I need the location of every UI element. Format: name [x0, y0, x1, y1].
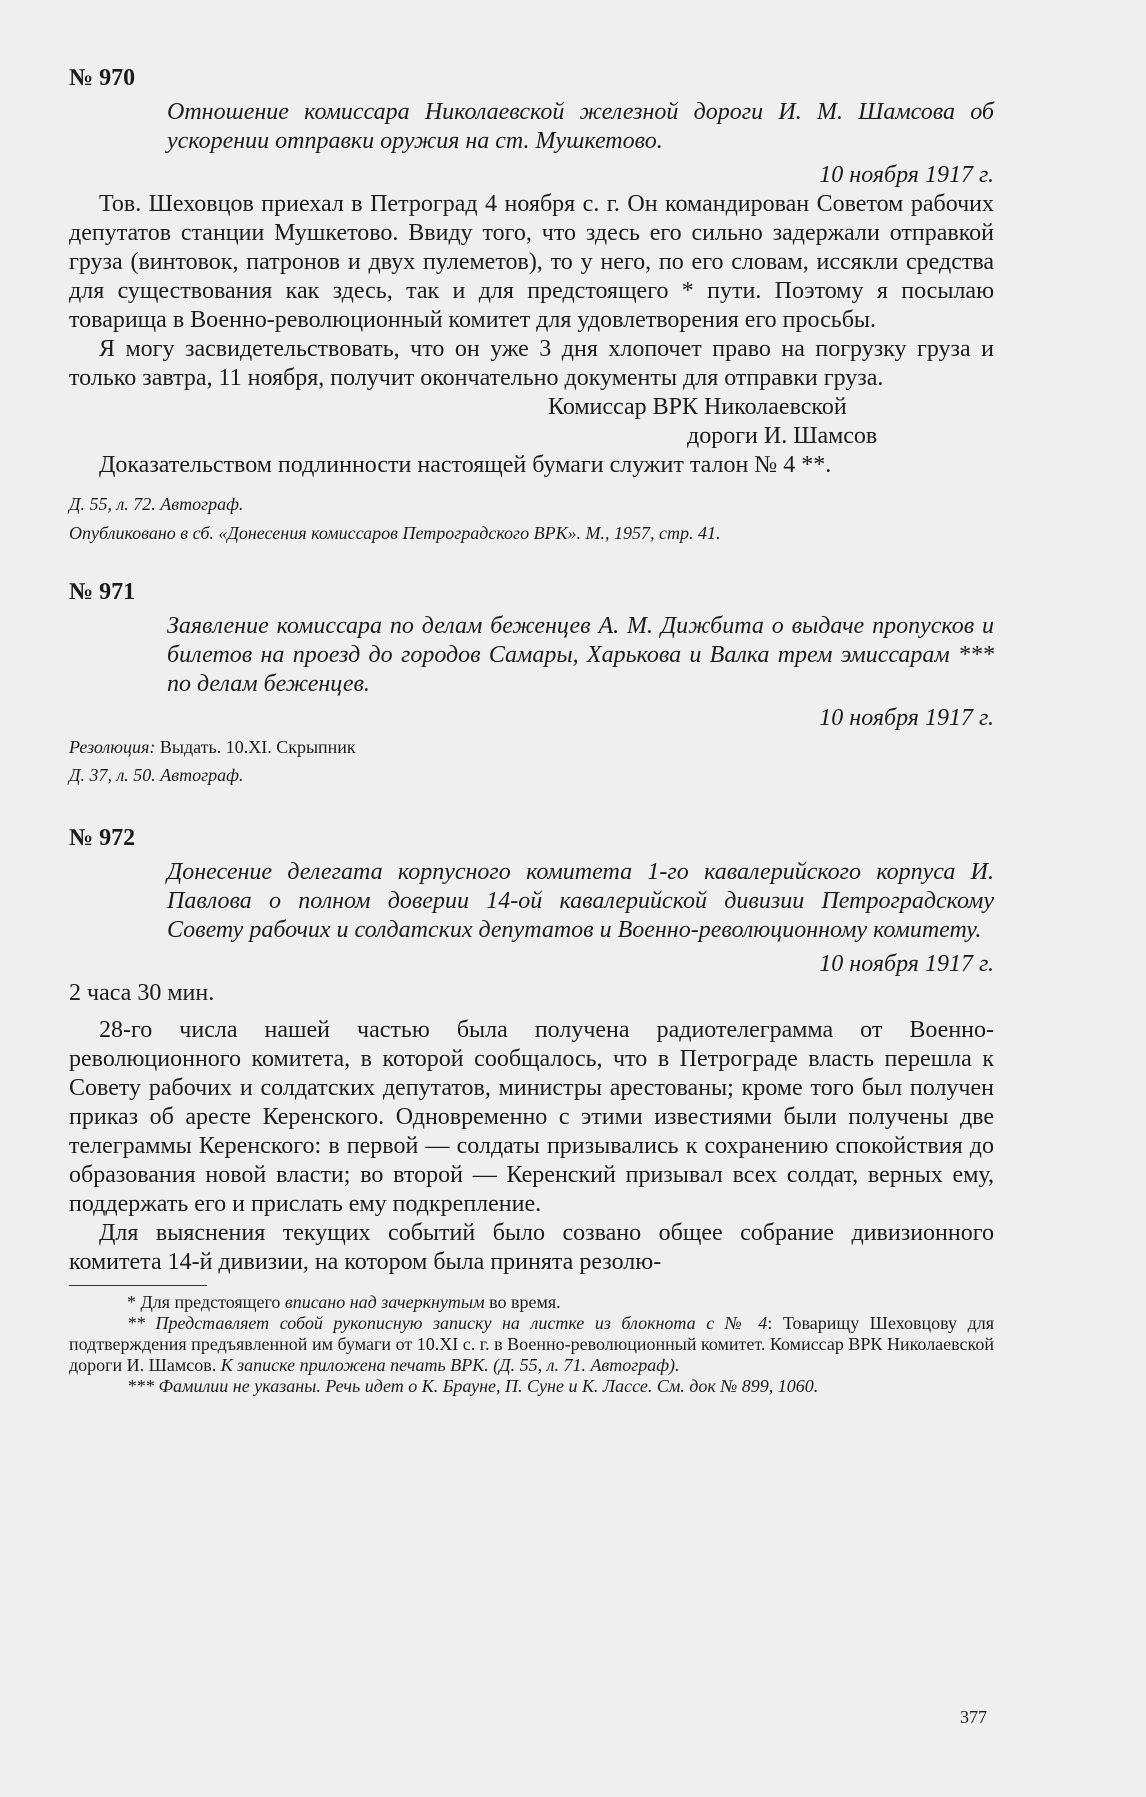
doc-paragraph: 28-го числа нашей частью была получена радиотелеграмма от Военно-революционного комитета, в которой сообщалось, что в Петрограде власть перешла к Совету рабочих и солдатских депутатов, министры арестованы; кроме того был получен приказ об аресте Керенского. Одновременно с этими известиями были получены две телеграммы Керенского: в первой — солдаты призывались к сохранению спокойствия до образования новой власти; во второй — Керенский призывал всех солдат, верных ему, поддержать его и прислать ему подкрепление.	[69, 1017, 994, 1217]
document-972	[69, 824, 994, 1277]
footnotes	[69, 1292, 994, 1397]
doc-postscript: Доказательством подлинности настоящей бумаги служит талон № 4 **.	[99, 452, 832, 478]
footnote-italic: *** Фамилии не указаны. Речь идет о К. Брауне, П. Суне и К. Лассе. См. док № 899, 1060.	[127, 1376, 819, 1396]
doc-paragraph: Тов. Шеховцов приехал в Петроград 4 ноября с. г. Он командирован Советом рабочих депутатов станции Мушкетово. Ввиду того, что здесь его сильно задержали отправкой груза (винтовок, патронов и двух пулеметов), то у него, по его словам, иссякли средства для существования как здесь, так и для предстоящего * пути. Поэтому я посылаю товарища в Военно-революционный комитет для удовлетворения его просьбы.	[69, 191, 994, 333]
page-number: 377	[960, 1707, 987, 1727]
footnote-italic: вписано над зачеркнутым	[284, 1292, 485, 1312]
footnote-3	[69, 1376, 994, 1397]
signature-line: Комиссар ВРК Николаевской	[548, 394, 847, 420]
document-970	[69, 64, 994, 548]
doc-date: 10 ноября 1917 г.	[819, 162, 994, 188]
footnote-text: во время.	[484, 1292, 561, 1312]
doc-number: № 971	[69, 579, 136, 605]
doc-title: Отношение комиссара Николаевской железной дороги И. М. Шамсова об ускорении отправки оружия на ст. Мушкетово.	[167, 99, 994, 154]
footnote-divider	[69, 1285, 207, 1286]
doc-time: 2 часа 30 мин.	[69, 980, 215, 1006]
archive-source: Д. 37, л. 50. Автограф.	[69, 765, 244, 785]
footnote-text: * Для предстоящего	[127, 1292, 285, 1312]
resolution	[69, 733, 994, 761]
doc-title: Заявление комиссара по делам беженцев А. М. Дижбита о выдаче пропусков и билетов на проезд до городов Самары, Харькова и Валка трем эмиссарам *** по делам беженцев.	[167, 613, 994, 697]
resolution-text: Выдать. 10.XI. Скрыпник	[155, 737, 356, 757]
page-content	[69, 64, 994, 1397]
archive-source: Д. 55, л. 72. Автограф.	[69, 494, 244, 514]
doc-date: 10 ноября 1917 г.	[819, 705, 994, 731]
doc-paragraph: Для выяснения текущих событий было созвано общее собрание дивизионного комитета 14-й дивизии, на котором была принята резолю-	[69, 1220, 994, 1275]
footnote-italic: К записке приложена печать ВРК. (Д. 55, л. 71. Автограф).	[220, 1355, 680, 1375]
footnote-text: : Товарищу Шеховцову для подтверждения предъявленной им бумаги от 10.XI с. г. в Военно-революционный комитет. Комиссар ВРК Николаевской дороги И. Шамсов.	[69, 1313, 995, 1375]
footnote-2	[69, 1313, 994, 1376]
doc-date: 10 ноября 1917 г.	[819, 951, 994, 977]
resolution-label: Резолюция:	[69, 737, 156, 757]
footnote-italic: ** Представляет собой рукописную записку на листке из блокнота с № 4	[127, 1313, 768, 1333]
doc-number: № 970	[69, 65, 136, 91]
doc-number: № 972	[69, 825, 136, 851]
publication-source: Опубликовано в сб. «Донесения комиссаров Петроградского ВРК». М., 1957, стр. 41.	[69, 523, 721, 543]
doc-paragraph: Я могу засвидетельствовать, что он уже 3 дня хлопочет право на погрузку груза и только завтра, 11 ноября, получит окончательно документы для отправки груза.	[69, 336, 994, 391]
doc-title: Донесение делегата корпусного комитета 1-го кавалерийского корпуса И. Павлова о полном доверии 14-ой кавалерийской дивизии Петроградскому Совету рабочих и солдатских депутатов и Военно-революционному комитету.	[167, 859, 994, 943]
signature-line: дороги И. Шамсов	[687, 423, 878, 449]
footnote-1	[69, 1292, 994, 1313]
document-971	[69, 578, 994, 790]
